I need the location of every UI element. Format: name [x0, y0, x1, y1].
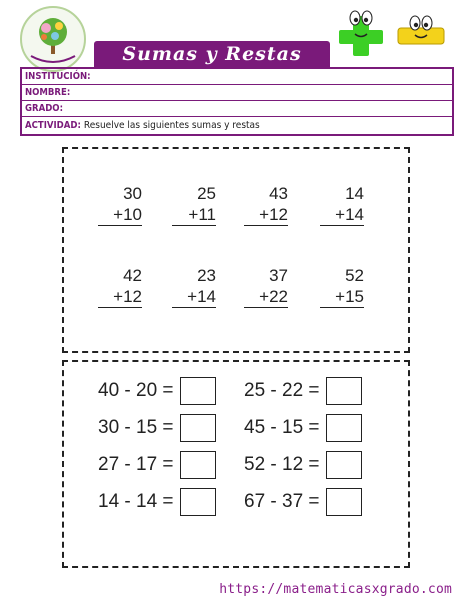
plus-mascot-icon: [336, 8, 386, 58]
equation-text: 40 - 20 =: [98, 380, 174, 401]
problem-bottom-number: +15: [320, 286, 364, 308]
problem-top-number: 25: [197, 184, 216, 203]
equation-row: [244, 487, 362, 517]
institucion-label: INSTITUCIÓN:: [25, 71, 91, 82]
problem-top-number: 42: [123, 266, 142, 285]
problem-bottom-number: +14: [320, 204, 364, 226]
problem-bottom-number: +12: [244, 204, 288, 226]
vertical-problem: [98, 265, 142, 308]
site-logo: [20, 6, 86, 72]
answer-box[interactable]: [180, 414, 216, 442]
footer-url[interactable]: https://matematicasxgrado.com: [219, 582, 452, 597]
answer-box[interactable]: [326, 488, 362, 516]
equation-row: [98, 376, 216, 406]
problem-top-number: 52: [345, 266, 364, 285]
nombre-row[interactable]: [22, 85, 452, 101]
equation-text: 30 - 15 =: [98, 417, 174, 438]
vertical-problem: [98, 183, 142, 226]
actividad-label: ACTIVIDAD:: [25, 120, 81, 131]
problem-top-number: 43: [269, 184, 288, 203]
vertical-problem: [320, 265, 364, 308]
grado-row[interactable]: [22, 101, 452, 117]
nombre-label: NOMBRE:: [25, 87, 71, 98]
equation-text: 45 - 15 =: [244, 417, 320, 438]
problem-top-number: 37: [269, 266, 288, 285]
vertical-problem: [320, 183, 364, 226]
vertical-problem: [172, 183, 216, 226]
equation-text: 27 - 17 =: [98, 454, 174, 475]
actividad-value: Resuelve las siguientes sumas y restas: [83, 120, 260, 131]
actividad-row: [22, 117, 452, 134]
equation-row: [98, 413, 216, 443]
vertical-problem: [172, 265, 216, 308]
equation-text: 67 - 37 =: [244, 491, 320, 512]
student-info-box: [20, 67, 454, 136]
problem-bottom-number: +12: [98, 286, 142, 308]
problem-bottom-number: +10: [98, 204, 142, 226]
minus-mascot-icon: [396, 14, 446, 50]
vertical-sums-panel: [62, 147, 410, 353]
answer-box[interactable]: [180, 377, 216, 405]
equation-text: 25 - 22 =: [244, 380, 320, 401]
equation-row: [98, 487, 216, 517]
equation-text: 14 - 14 =: [98, 491, 174, 512]
answer-box[interactable]: [180, 451, 216, 479]
vertical-problem: [244, 183, 288, 226]
answer-box[interactable]: [326, 414, 362, 442]
institucion-row[interactable]: [22, 69, 452, 85]
problem-bottom-number: +14: [172, 286, 216, 308]
vertical-problem: [244, 265, 288, 308]
problem-bottom-number: +11: [172, 204, 216, 226]
answer-box[interactable]: [326, 451, 362, 479]
equation-row: [244, 413, 362, 443]
tree-icon: [22, 8, 84, 70]
problem-bottom-number: +22: [244, 286, 288, 308]
equation-row: [244, 376, 362, 406]
answer-box[interactable]: [180, 488, 216, 516]
subtraction-panel: [62, 360, 410, 568]
equation-row: [98, 450, 216, 480]
answer-box[interactable]: [326, 377, 362, 405]
problem-top-number: 23: [197, 266, 216, 285]
page-title: Sumas y Restas: [94, 41, 330, 67]
equation-text: 52 - 12 =: [244, 454, 320, 475]
problem-top-number: 14: [345, 184, 364, 203]
equation-row: [244, 450, 362, 480]
grado-label: GRADO:: [25, 103, 63, 114]
problem-top-number: 30: [123, 184, 142, 203]
